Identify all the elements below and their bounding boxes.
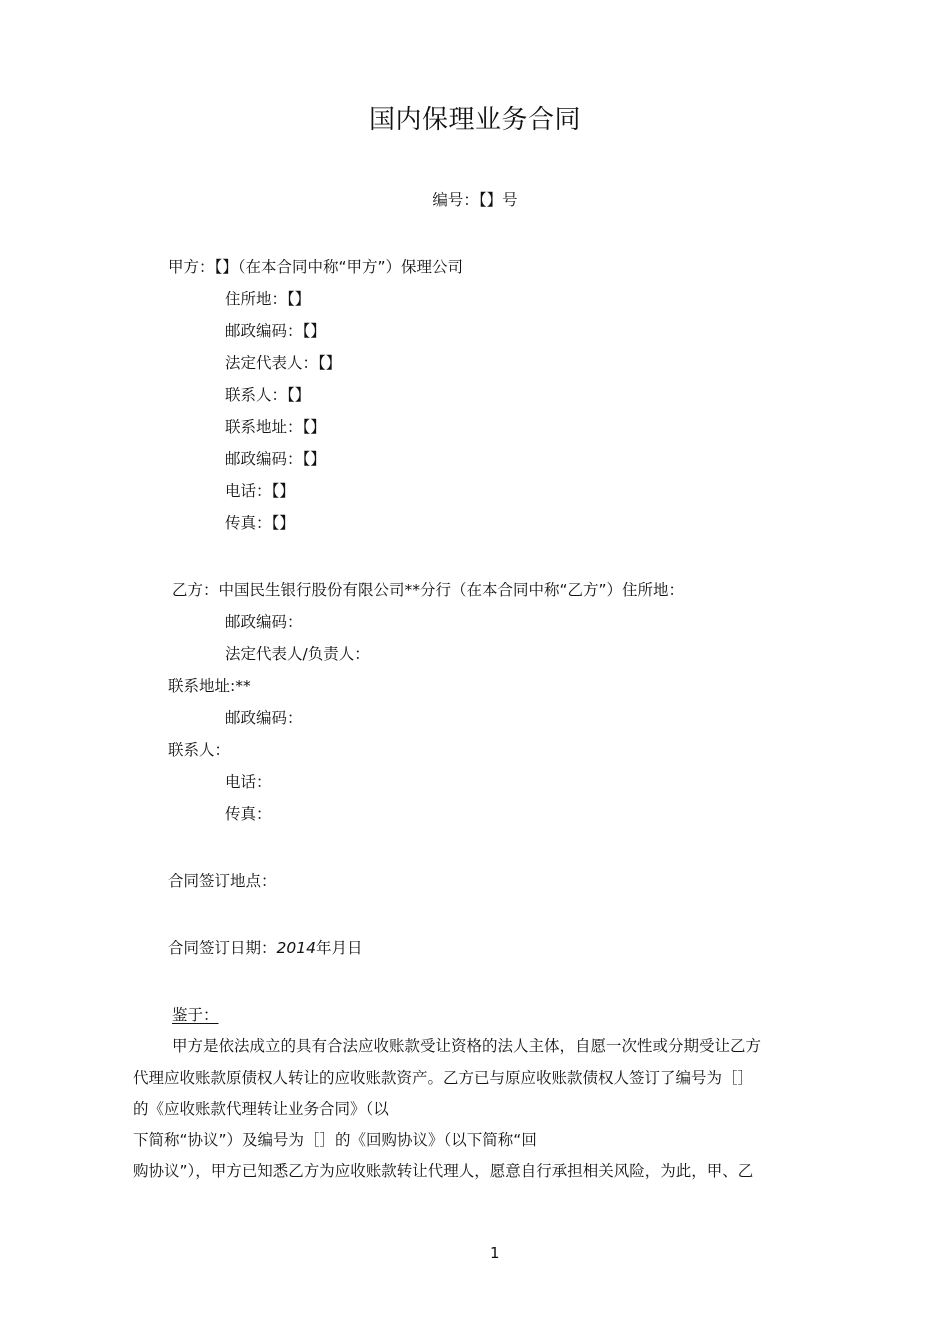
signing-place: 合同签订地点： — [168, 872, 277, 890]
whereas-heading: 鉴于： — [172, 1006, 219, 1024]
party-b-postal-code: 邮政编码： — [225, 613, 303, 631]
signing-date — [168, 938, 362, 958]
whereas-line-4: 下简称“协议”）及编号为［］的《回购协议》（以下简称“回 — [133, 1131, 537, 1149]
party-a-postal-code-2: 邮政编码：【】 — [225, 450, 326, 468]
party-b-contact-address: 联系地址:** — [168, 677, 251, 695]
party-b-fax: 传真： — [225, 805, 272, 823]
party-b-phone: 电话： — [225, 773, 272, 791]
party-a-phone: 电话：【】 — [225, 482, 295, 500]
contract-number: 编号：【】号 — [432, 191, 518, 209]
party-b-legal-rep: 法定代表人/负责人： — [225, 645, 370, 663]
party-a-contact-person: 联系人：【】 — [225, 386, 311, 404]
party-b-header: 乙方：中国民生银行股份有限公司**分行（在本合同中称“乙方”）住所地： — [172, 581, 685, 599]
party-b-postal-code-2: 邮政编码： — [225, 709, 303, 727]
signing-date-year: 2014 — [276, 939, 316, 957]
party-a-fax: 传真：【】 — [225, 514, 295, 532]
party-b-contact-person: 联系人： — [168, 741, 231, 759]
party-a-postal-code: 邮政编码：【】 — [225, 322, 326, 340]
whereas-line-1: 甲方是依法成立的具有合法应收账款受让资格的法人主体，自愿一次性或分期受让乙方 — [172, 1037, 762, 1055]
whereas-line-3: 的《应收账款代理转让业务合同》（以 — [133, 1100, 389, 1118]
document-title: 国内保理业务合同 — [368, 105, 581, 135]
signing-date-rest: 年月日 — [315, 939, 363, 957]
party-a-address: 住所地：【】 — [225, 290, 311, 308]
whereas-line-5: 购协议”），甲方已知悉乙方为应收账款转让代理人，愿意自行承担相关风险，为此，甲、乙 — [133, 1162, 754, 1180]
signing-date-label: 合同签订日期： — [168, 939, 277, 957]
party-a-header: 甲方：【】（在本合同中称“甲方”）保理公司 — [168, 258, 464, 276]
party-a-contact-address: 联系地址：【】 — [225, 418, 326, 436]
party-a-legal-rep: 法定代表人：【】 — [225, 354, 342, 372]
whereas-line-2: 代理应收账款原债权人转让的应收账款资产。乙方已与原应收账款债权人签订了编号为［］ — [133, 1069, 754, 1087]
page-number: 1 — [490, 1244, 500, 1262]
